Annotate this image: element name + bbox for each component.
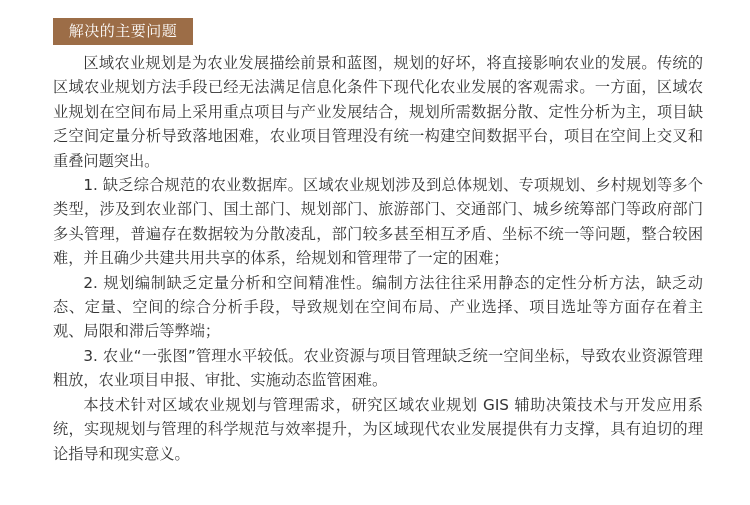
- paragraph-intro: 区域农业规划是为农业发展描绘前景和蓝图，规划的好坏，将直接影响农业的发展。传统的区域农业规划方法手段已经无法满足信息化条件下现代化农业发展的客观需求。一方面，区域农业规划在空间布局上采用重点项目与产业发展结合，规划所需数据分散、定性分析为主，项目缺乏空间定量分析导致落地困难，农业项目管理没有统一构建空间数据平台，项目在空间上交叉和重叠问题突出。: [53, 54, 703, 170]
- paragraph-issue-2: 2. 规划编制缺乏定量分析和空间精准性。编制方法往往采用静态的定性分析方法，缺乏动态、定量、空间的综合分析手段，导致规划在空间布局、产业选择、项目选址等方面存在着主观、局限和滞后等弊端；: [53, 273, 703, 341]
- body-text: [53, 51, 703, 466]
- paragraph-issue-1: 1. 缺乏综合规范的农业数据库。区域农业规划涉及到总体规划、专项规划、乡村规划等多个类型，涉及到农业部门、国土部门、规划部门、旅游部门、交通部门、城乡统筹部门等政府部门多头管理，普遍存在数据较为分散凌乱，部门较多甚至相互矛盾、坐标不统一等问题，整合较困难，并且确少共建共用共享的体系，给规划和管理带了一定的困难；: [53, 176, 703, 268]
- paragraph-conclusion: 本技术针对区域农业规划与管理需求，研究区域农业规划 GIS 辅助决策技术与开发应用系统，实现规划与管理的科学规范与效率提升，为区域现代农业发展提供有力支撑，具有迫切的理论指导和现实意义。: [53, 395, 703, 463]
- section-heading: 解决的主要问题: [53, 18, 193, 45]
- paragraph-issue-3: 3. 农业“一张图”管理水平较低。农业资源与项目管理缺乏统一空间坐标，导致农业资源管理粗放，农业项目申报、审批、实施动态监管困难。: [53, 346, 703, 390]
